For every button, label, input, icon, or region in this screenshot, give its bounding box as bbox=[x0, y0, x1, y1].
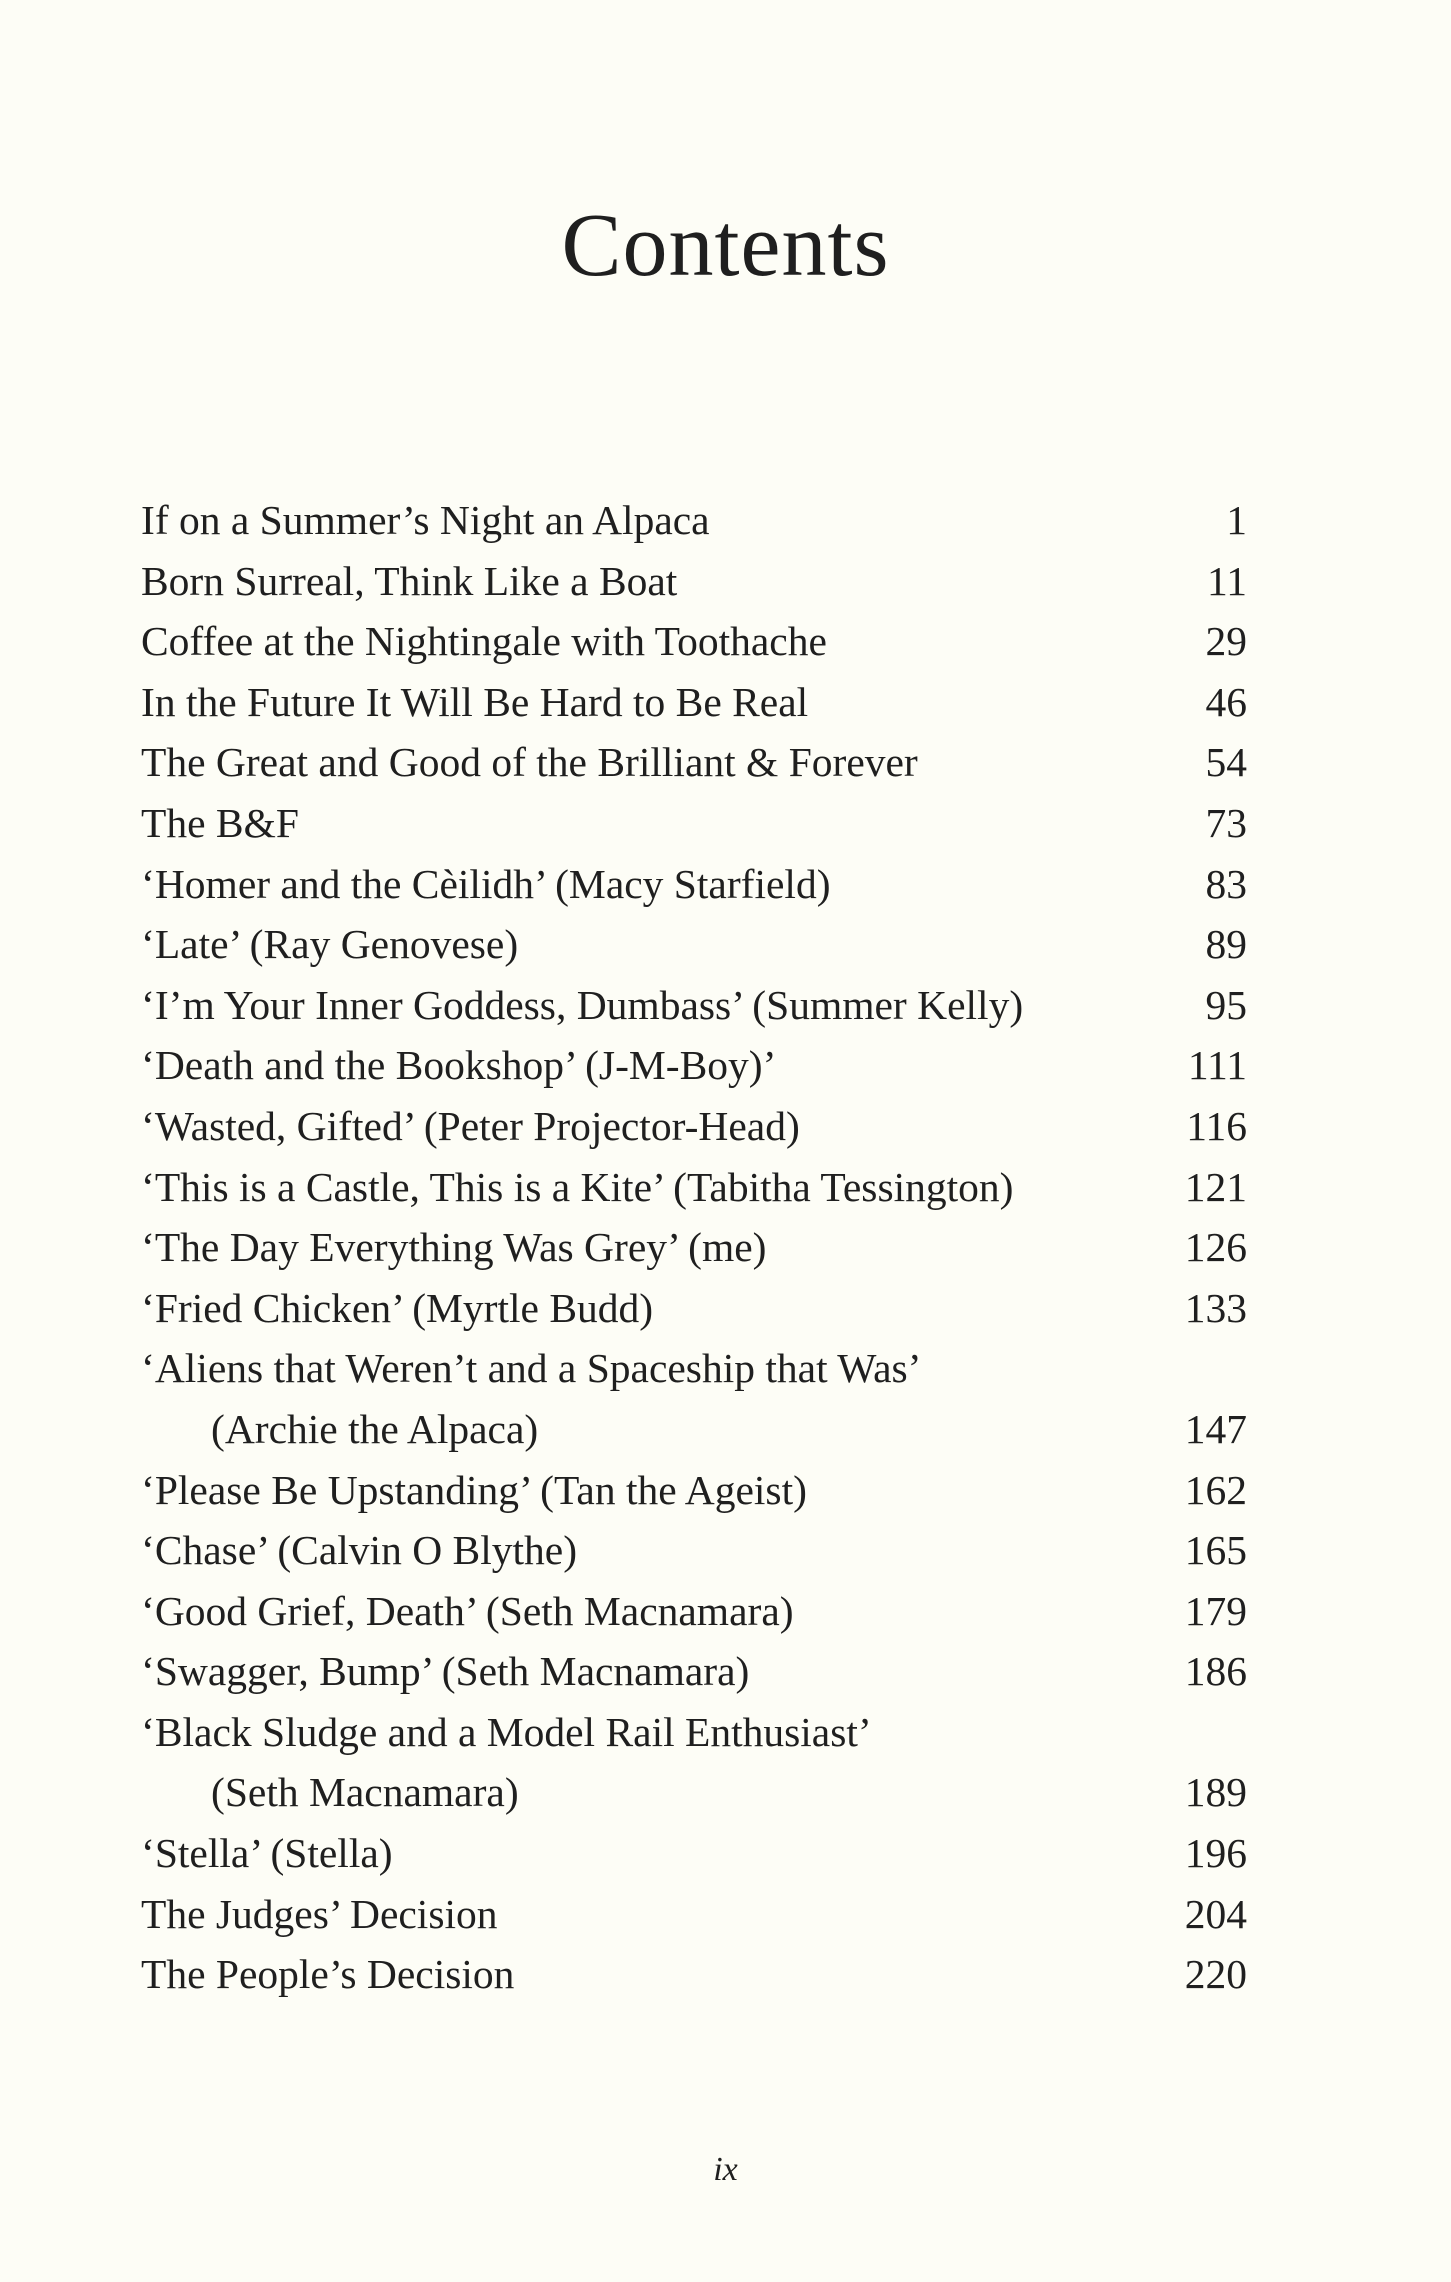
toc-entry-title: ‘Death and the Bookshop’ (J-M-Boy)’ bbox=[141, 1042, 777, 1089]
toc-entry-title: ‘Fried Chicken’ (Myrtle Budd) bbox=[141, 1284, 654, 1331]
toc-entry-page: 147 bbox=[1184, 1405, 1247, 1452]
toc-entry bbox=[141, 1520, 1247, 1581]
toc-entry-page: 126 bbox=[1184, 1224, 1247, 1271]
toc-entry-page: 162 bbox=[1184, 1466, 1247, 1513]
toc-entry-page: 179 bbox=[1184, 1587, 1247, 1634]
toc-entry-page: 116 bbox=[1186, 1102, 1247, 1149]
toc-entry bbox=[141, 1702, 1247, 1823]
toc-entry-title-continuation: (Archie the Alpaca) bbox=[211, 1405, 539, 1452]
toc-entry-page: 186 bbox=[1184, 1648, 1247, 1695]
toc-entry-title-continuation: (Seth Macnamara) bbox=[211, 1769, 519, 1816]
toc-entry bbox=[141, 1338, 1247, 1459]
toc-entry-title: In the Future It Will Be Hard to Be Real bbox=[141, 678, 809, 725]
toc-entry-page: 220 bbox=[1184, 1951, 1247, 1998]
toc-entry-page: 83 bbox=[1205, 860, 1247, 907]
toc-entry bbox=[141, 1641, 1247, 1702]
toc-entry-title: ‘Late’ (Ray Genovese) bbox=[141, 921, 519, 968]
toc-entry bbox=[141, 914, 1247, 975]
toc-entry bbox=[141, 1944, 1247, 2005]
toc-entry-title bbox=[141, 1338, 1247, 1459]
toc-entry-title-line: ‘Aliens that Weren’t and a Spaceship that Was’ bbox=[141, 1345, 922, 1392]
toc-entry-title: ‘Chase’ (Calvin O Blythe) bbox=[141, 1527, 578, 1574]
toc-entry-page: 204 bbox=[1184, 1890, 1247, 1937]
toc-entry-title: ‘Wasted, Gifted’ (Peter Projector-Head) bbox=[141, 1102, 800, 1149]
toc-entry-title: ‘Please Be Upstanding’ (Tan the Ageist) bbox=[141, 1466, 807, 1513]
toc-entry bbox=[141, 975, 1247, 1036]
toc-entry bbox=[141, 1096, 1247, 1157]
toc-entry bbox=[141, 551, 1247, 612]
toc-entry-title: The Judges’ Decision bbox=[141, 1890, 498, 1937]
toc-entry-title: ‘Homer and the Cèilidh’ (Macy Starfield) bbox=[141, 860, 831, 907]
toc-entry-title: ‘The Day Everything Was Grey’ (me) bbox=[141, 1224, 767, 1271]
toc-entry-page: 165 bbox=[1184, 1527, 1247, 1574]
page-title: Contents bbox=[561, 196, 890, 295]
toc-entry-page: 11 bbox=[1207, 557, 1247, 604]
toc-entry bbox=[141, 1884, 1247, 1945]
toc-entry-page: 29 bbox=[1205, 618, 1247, 665]
toc-entry-title bbox=[141, 1702, 1247, 1823]
toc-entry bbox=[141, 1035, 1247, 1096]
toc-entry-page: 196 bbox=[1184, 1830, 1247, 1877]
toc-entry-title: ‘Swagger, Bump’ (Seth Macnamara) bbox=[141, 1648, 750, 1695]
toc-entry-title: Coffee at the Nightingale with Toothache bbox=[141, 618, 827, 665]
toc-entry bbox=[141, 732, 1247, 793]
toc-entry-page: 89 bbox=[1205, 921, 1247, 968]
toc-entry-title: The People’s Decision bbox=[141, 1951, 515, 1998]
toc-entry bbox=[141, 672, 1247, 733]
toc-entry bbox=[141, 611, 1247, 672]
toc-entry-page: 1 bbox=[1226, 497, 1247, 543]
toc-entry bbox=[141, 490, 1247, 551]
toc-entry-title: The B&F bbox=[141, 799, 299, 846]
toc-entry-title: If on a Summer’s Night an Alpaca bbox=[141, 497, 710, 543]
toc-entry bbox=[141, 1823, 1247, 1884]
toc-entry-page: 189 bbox=[1184, 1769, 1247, 1816]
toc-entry bbox=[141, 1157, 1247, 1218]
page-number: ix bbox=[713, 2151, 738, 2188]
toc-entry bbox=[141, 793, 1247, 854]
toc-entry-title: ‘Good Grief, Death’ (Seth Macnamara) bbox=[141, 1587, 794, 1634]
toc-entry-title: The Great and Good of the Brilliant & Forever bbox=[141, 739, 918, 786]
toc-entry-page: 46 bbox=[1205, 678, 1247, 725]
toc-entry-page: 111 bbox=[1187, 1042, 1247, 1089]
toc-entry bbox=[141, 1278, 1247, 1339]
toc-entry-page: 133 bbox=[1184, 1284, 1247, 1331]
toc-entry bbox=[141, 854, 1247, 915]
toc-entry-title-line: ‘Black Sludge and a Model Rail Enthusiast’ bbox=[141, 1708, 872, 1755]
toc-entry-title: ‘I’m Your Inner Goddess, Dumbass’ (Summer Kelly) bbox=[141, 981, 1024, 1028]
toc-entry-page: 54 bbox=[1205, 739, 1247, 786]
toc-entry-title: Born Surreal, Think Like a Boat bbox=[141, 557, 678, 604]
toc-entry bbox=[141, 1217, 1247, 1278]
table-of-contents bbox=[141, 490, 1247, 2005]
toc-entry-page: 73 bbox=[1205, 799, 1247, 846]
toc-entry-page: 95 bbox=[1205, 981, 1247, 1028]
toc-entry bbox=[141, 1581, 1247, 1642]
toc-entry-title: ‘Stella’ (Stella) bbox=[141, 1830, 393, 1877]
toc-entry-title: ‘This is a Castle, This is a Kite’ (Tabitha Tessington) bbox=[141, 1163, 1014, 1210]
toc-entry-page: 121 bbox=[1184, 1163, 1247, 1210]
toc-entry bbox=[141, 1460, 1247, 1521]
